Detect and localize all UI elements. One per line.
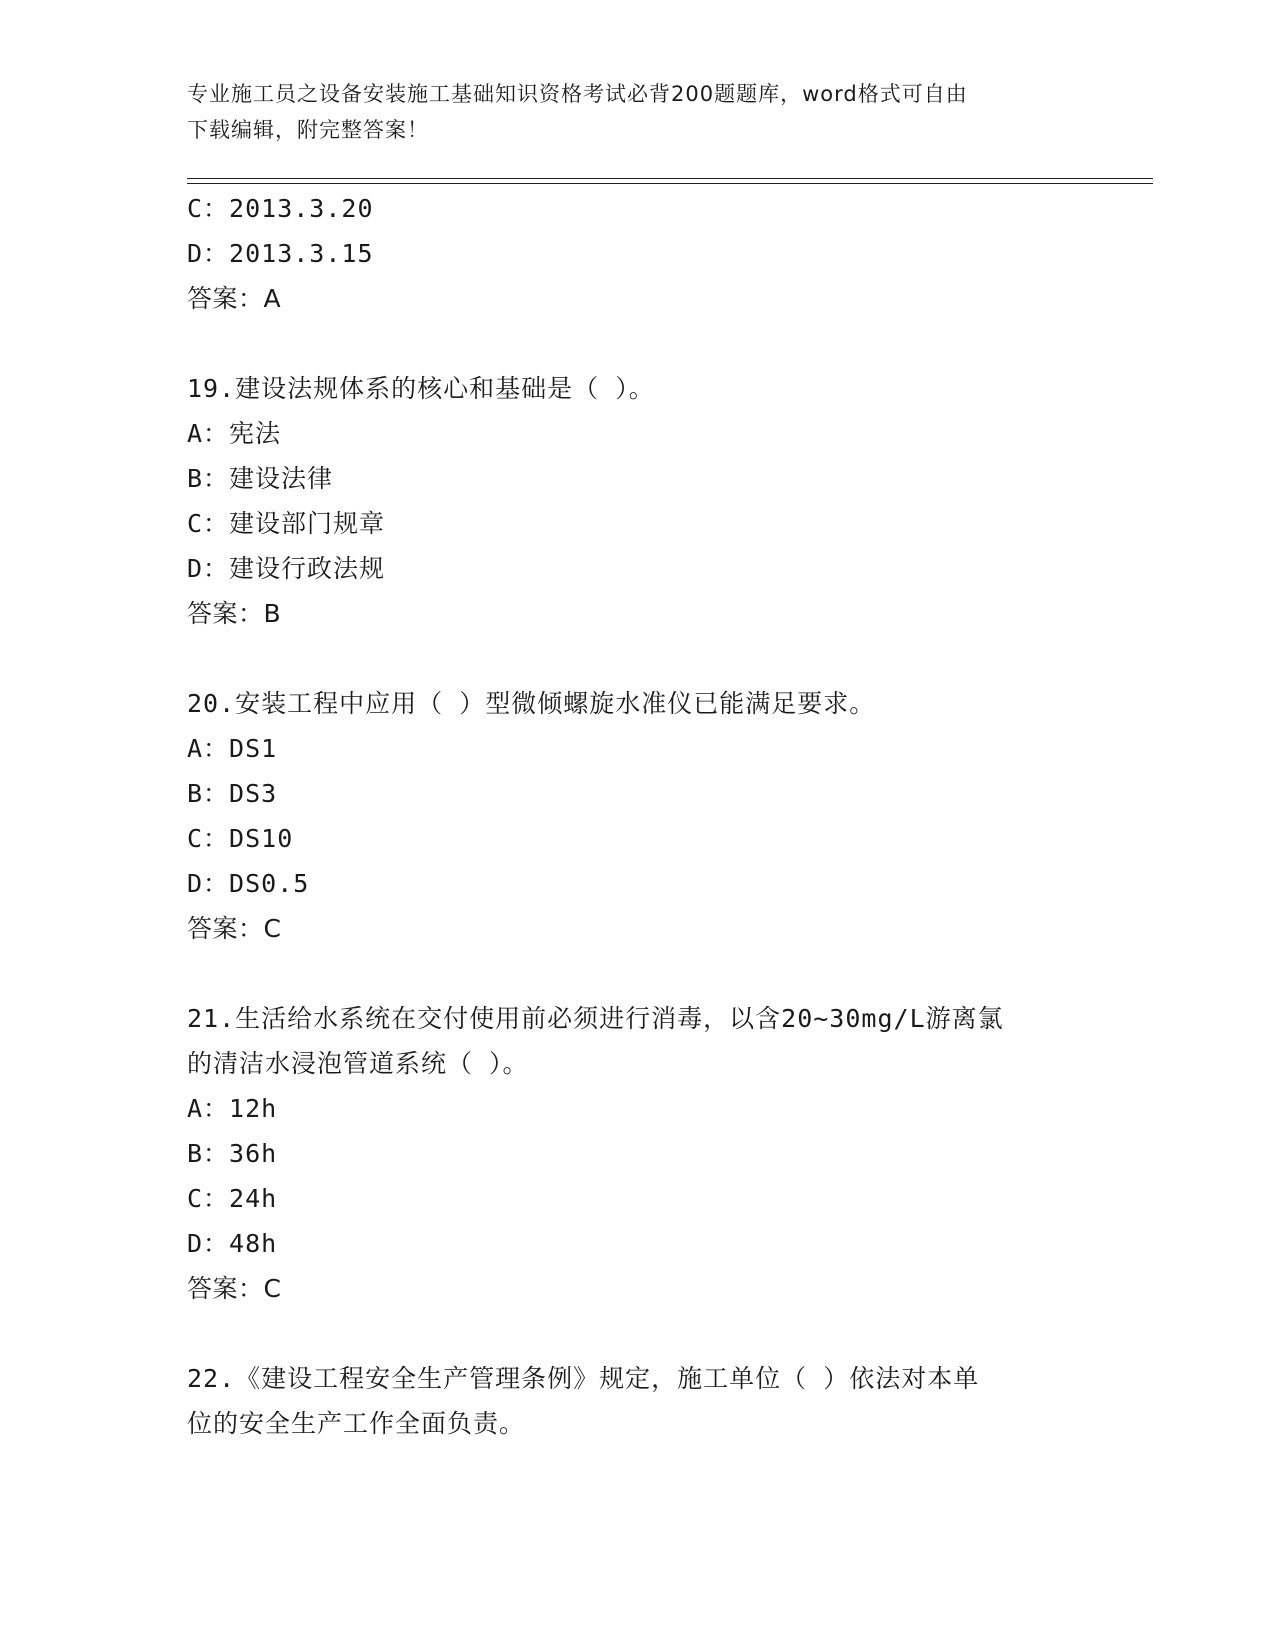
q19-option-d: D：建设行政法规	[187, 554, 386, 583]
header-title-line-1: 专业施工员之设备安装施工基础知识资格考试必背200题题库，word格式可自由	[187, 82, 968, 106]
q21-answer: 答案：C	[187, 1274, 282, 1303]
header-title-line-2: 下载编辑，附完整答案！	[187, 118, 429, 142]
q21-option-c: C：24h	[187, 1184, 278, 1213]
q21-question-line-2: 的清洁水浸泡管道系统（ ）。	[187, 1049, 529, 1078]
q21-option-d: D：48h	[187, 1229, 278, 1258]
q20-question: 20.安装工程中应用（ ）型微倾螺旋水准仪已能满足要求。	[187, 689, 876, 718]
q20-option-c: C：DS10	[187, 824, 294, 853]
q20-option-b: B：DS3	[187, 779, 278, 808]
header-divider-bottom	[187, 183, 1153, 184]
q19-question: 19.建设法规体系的核心和基础是（ ）。	[187, 374, 655, 403]
q19-option-a: A：宪法	[187, 419, 282, 448]
document-header	[187, 76, 1087, 148]
q21-option-b: B：36h	[187, 1139, 278, 1168]
q22-question-line-2: 位的安全生产工作全面负责。	[187, 1409, 526, 1438]
q20-option-d: D：DS0.5	[187, 869, 310, 898]
q19-option-c: C：建设部门规章	[187, 509, 386, 538]
q20-answer: 答案：C	[187, 914, 282, 943]
q20-option-a: A：DS1	[187, 734, 278, 763]
q22-question-line-1: 22.《建设工程安全生产管理条例》规定，施工单位（ ）依法对本单	[187, 1364, 980, 1393]
header-divider-top	[187, 178, 1153, 179]
q21-option-a: A：12h	[187, 1094, 278, 1123]
q18-option-c: C：2013.3.20	[187, 194, 374, 223]
q19-option-b: B：建设法律	[187, 464, 334, 493]
q18-answer: 答案：A	[187, 284, 282, 313]
q18-option-d: D：2013.3.15	[187, 239, 374, 268]
q21-question-line-1: 21.生活给水系统在交付使用前必须进行消毒，以含20~30mg/L游离氯	[187, 1004, 1004, 1033]
q19-answer: 答案：B	[187, 599, 282, 628]
